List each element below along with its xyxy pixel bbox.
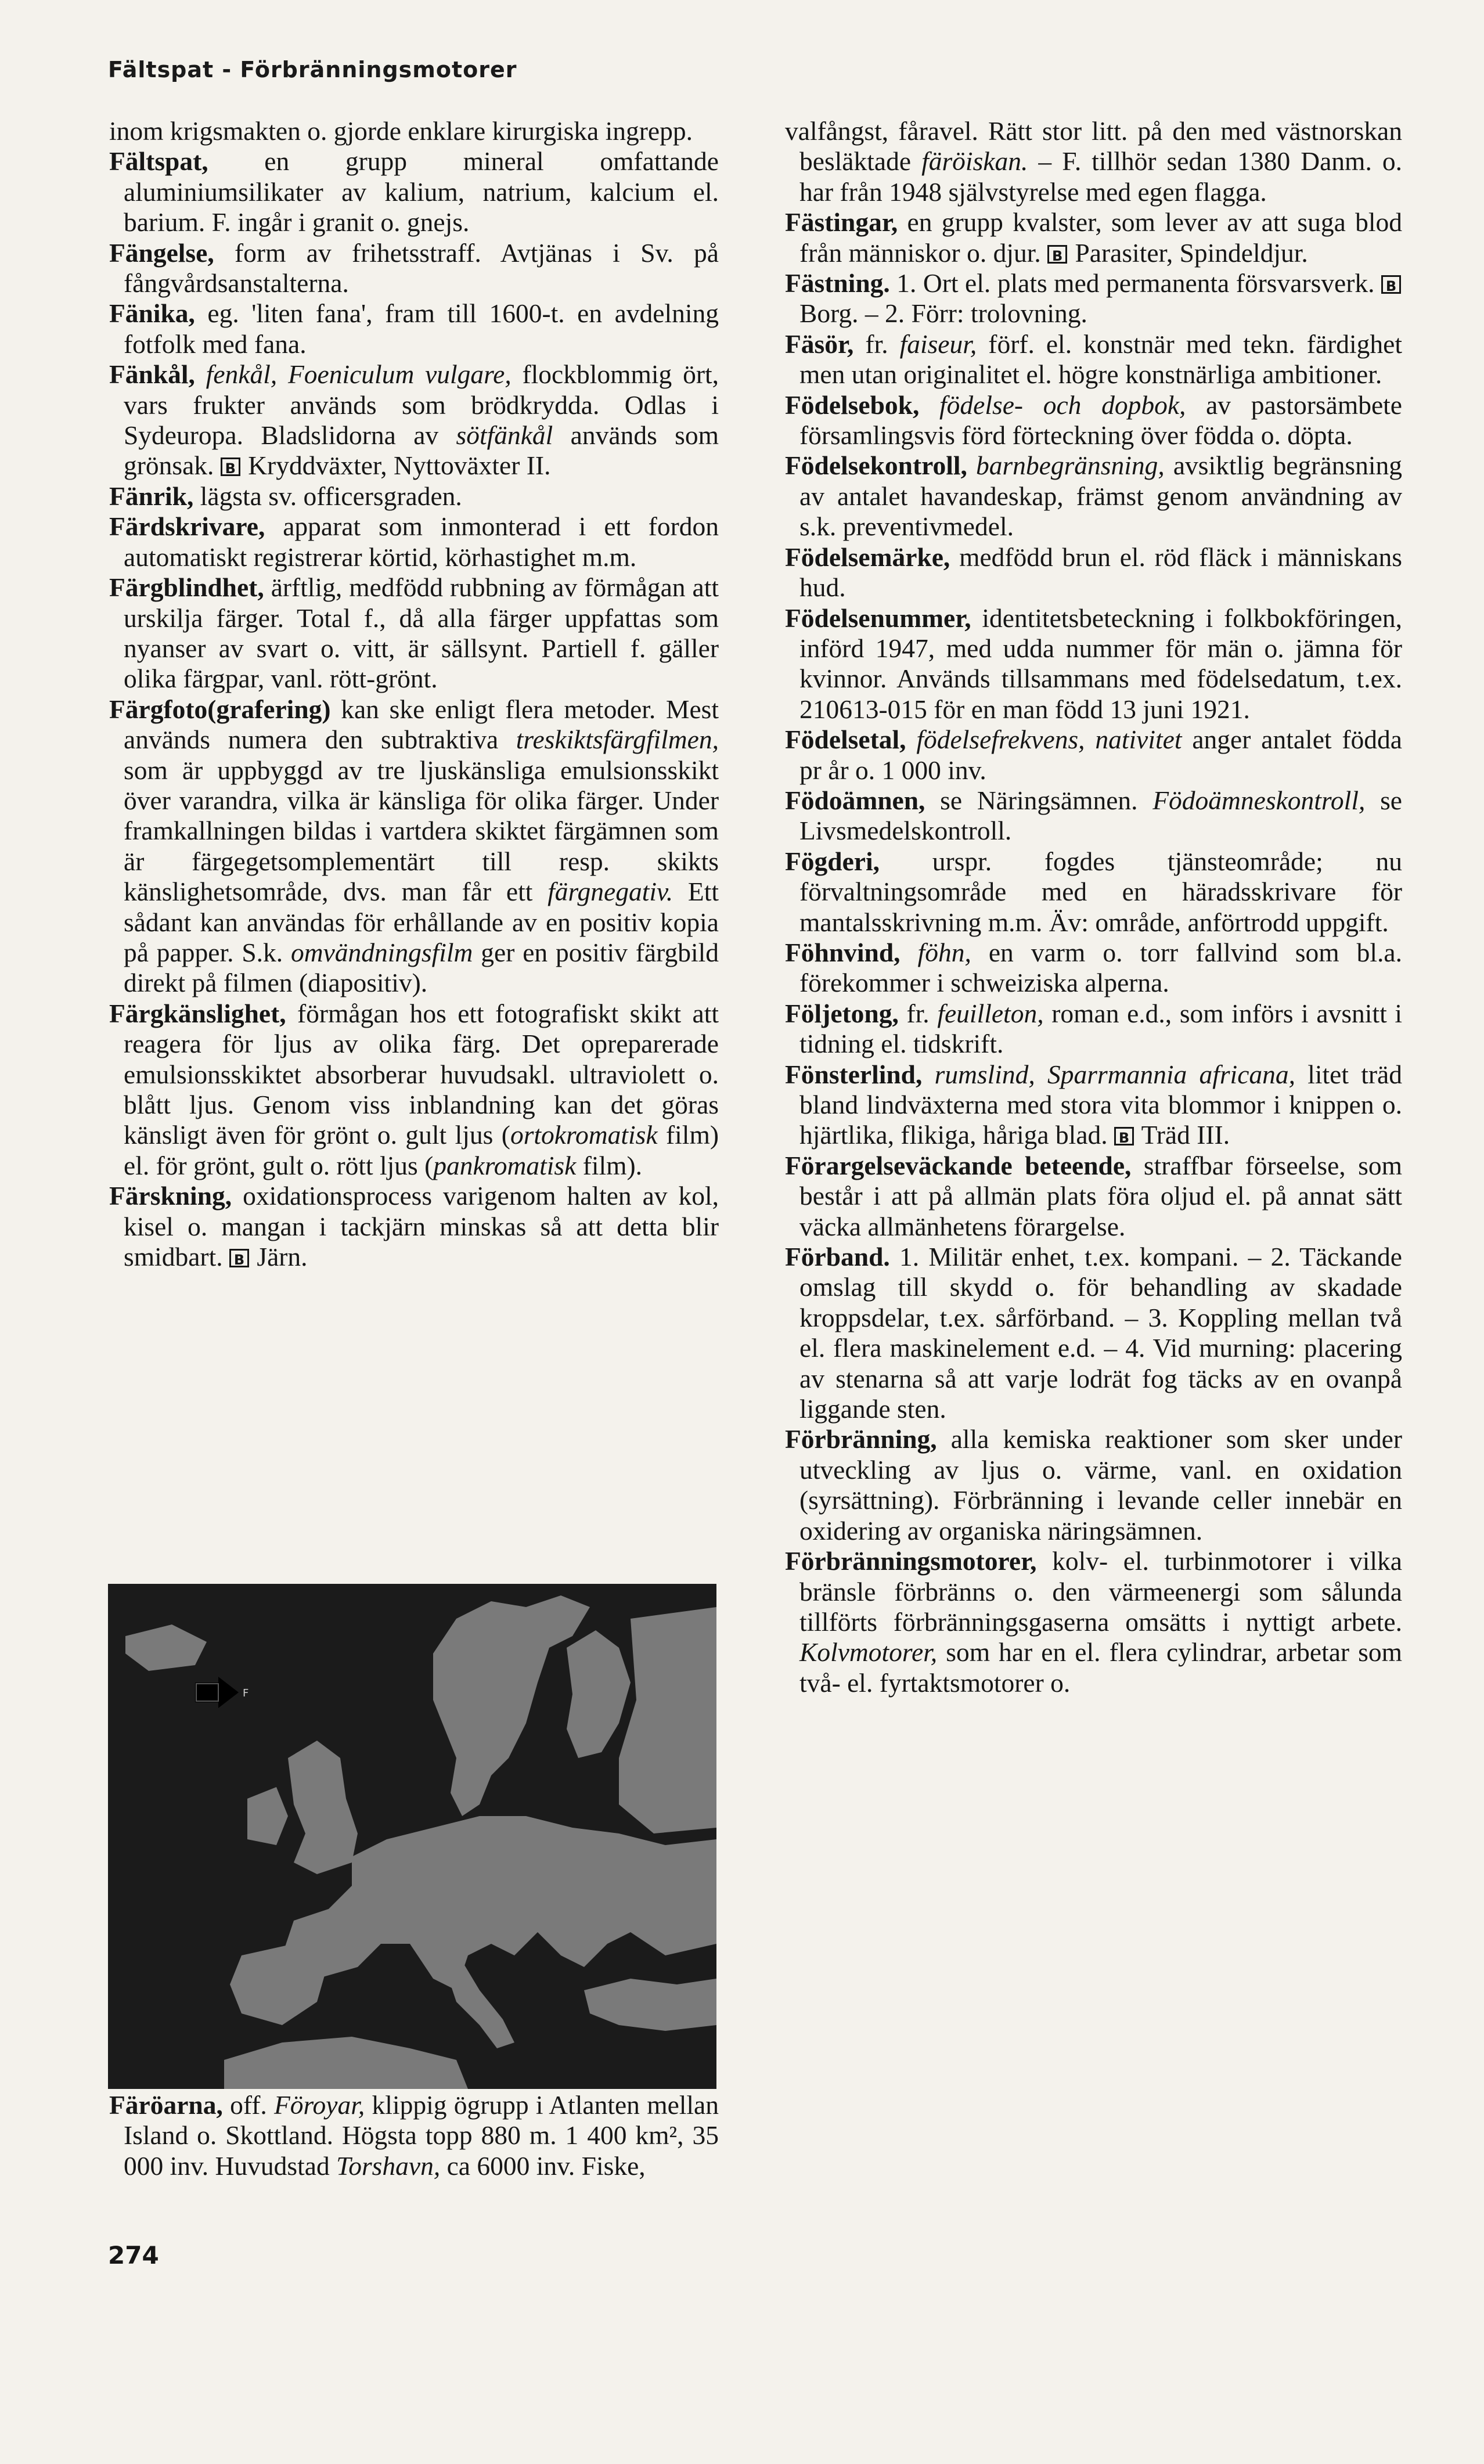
entry-text: en grupp kvalster, som lever av att suga blod från människor o. djur. bbox=[799, 207, 1402, 268]
entry-text: valfångst, fåravel. Rätt stor litt. på den med västnorskan besläktade bbox=[785, 116, 1402, 176]
right-entry bbox=[785, 542, 1402, 603]
right-column bbox=[785, 116, 1402, 1698]
page-number: 274 bbox=[108, 2241, 159, 2270]
left-entry bbox=[109, 298, 719, 359]
entry-headword: Färgkänslighet, bbox=[109, 998, 286, 1028]
entry-headword: Fänika, bbox=[109, 298, 195, 329]
entry-text: 1. Ort el. plats med permanenta försvarsverk. bbox=[889, 268, 1381, 298]
entry-italic-term: Föroyar, bbox=[274, 2090, 365, 2120]
entry-text: film). bbox=[576, 1150, 643, 1180]
entry-headword: Förband. bbox=[785, 1242, 890, 1272]
entry-text: Järn. bbox=[250, 1242, 308, 1272]
entry-italic-term: fenkål, Foeniculum vulgare, bbox=[194, 359, 512, 390]
entry-text: oxidationsprocess varigenom halten av kol, kisel o. mangan i tackjärn minskas så att detta blir smidbart. bbox=[124, 1181, 719, 1272]
entry-headword: Förargelseväckande beteende, bbox=[785, 1150, 1132, 1180]
faroe-entry bbox=[109, 2090, 719, 2181]
entry-text: en grupp mineral omfattande aluminiumsilikater av kalium, natrium, kalcium el. barium. F. ingår i granit o. gnejs. bbox=[124, 146, 719, 237]
left-entry bbox=[109, 238, 719, 299]
entry-headword: Fänkål, bbox=[109, 359, 195, 390]
entry-headword: Färöarna, bbox=[109, 2090, 223, 2120]
entry-text: ca 6000 inv. Fiske, bbox=[440, 2150, 646, 2181]
right-entry bbox=[785, 207, 1402, 268]
entry-text: kolv- el. turbinmotorer i vilka bränsle förbränns o. den värmeenergi som sålunda tillförts förbränningsgaserna omsätts i nyttigt arbete. bbox=[799, 1546, 1402, 1637]
right-entry bbox=[785, 116, 1402, 207]
entry-headword: Födelsenummer, bbox=[785, 603, 971, 633]
entry-headword: Färdskrivare, bbox=[109, 511, 265, 542]
left-entry bbox=[109, 999, 719, 1181]
entry-italic-term: Kolvmotorer, bbox=[799, 1637, 938, 1667]
right-entry bbox=[785, 1242, 1402, 1424]
entry-text: avsiktlig begränsning av antalet havandeskap, främst genom användning av s.k. preventivmedel. bbox=[799, 451, 1402, 542]
right-entry bbox=[785, 725, 1402, 786]
left-column bbox=[109, 116, 719, 1272]
entry-text: av pastorsämbete församlingsvis förd förteckning över födda o. döpta. bbox=[799, 390, 1402, 451]
entry-text: off. bbox=[222, 2090, 274, 2120]
entry-text: klippig ögrupp i Atlanten mellan Island o. Skottland. Högsta topp 880 m. 1 400 km², 35 000 inv. Huvudstad bbox=[124, 2090, 719, 2181]
see-also-box-icon: B bbox=[1381, 275, 1401, 294]
entry-text: som har en el. flera cylindrar, arbetar som två- el. fyrtaktsmotorer o. bbox=[799, 1637, 1402, 1698]
entry-headword: Fängelse, bbox=[109, 237, 214, 268]
entry-text: förf. el. konstnär med tekn. färdighet men utan originalitet el. högre konstnärliga ambitioner. bbox=[799, 329, 1402, 390]
entry-text: medfödd brun el. röd fläck i människans hud. bbox=[799, 542, 1402, 603]
entry-italic-term: födelsefrekvens, nativitet bbox=[906, 725, 1182, 755]
entry-text: identitetsbeteckning i folkbokföringen, införd 1947, med udda nummer för män o. jämna för kvinnor. Används tillsammans med födelsedatum, t.ex. 210613-015 för en man född 13 juni 1921. bbox=[799, 603, 1402, 724]
entry-text: form av frihetsstraff. Avtjänas i Sv. på fångvårdsanstalterna. bbox=[124, 237, 719, 298]
entry-headword: Fönsterlind, bbox=[785, 1059, 923, 1089]
entry-italic-term: treskiktsfärgfilmen, bbox=[516, 725, 719, 755]
entry-headword: Färgblindhet, bbox=[109, 572, 264, 603]
right-entry bbox=[785, 451, 1402, 542]
entry-text: används som grönsak. bbox=[124, 420, 719, 481]
right-entry bbox=[785, 1060, 1402, 1151]
map-land-russia bbox=[619, 1607, 716, 1833]
entry-text: kan ske enligt flera metoder. Mest används numera den subtraktiva bbox=[124, 694, 719, 755]
entry-italic-term: faiseur, bbox=[899, 329, 977, 359]
entry-text: fr. bbox=[898, 998, 938, 1028]
entry-headword: Födelsetal, bbox=[785, 725, 906, 755]
left-entry bbox=[109, 572, 719, 694]
entry-text: fr. bbox=[853, 329, 900, 359]
right-entry bbox=[785, 268, 1402, 329]
see-also-box-icon: B bbox=[1114, 1127, 1134, 1145]
entry-text: se Livsmedelskontroll. bbox=[799, 785, 1402, 846]
entry-headword: Föhnvind, bbox=[785, 937, 901, 967]
entry-headword: Färskning, bbox=[109, 1181, 232, 1211]
entry-text: – F. tillhör sedan 1380 Danm. o. har från 1948 självstyrelse med egen flagga. bbox=[799, 146, 1402, 207]
entry-text: 1. Militär enhet, t.ex. kompani. – 2. Täckande omslag till skydd o. för behandling av skadade kroppsdelar, t.ex. sårförband. – 3. Koppling mellan två el. flera maskinelement e.d. – 4. Vid murning: placering av stenarna så att varje lodrät fog täcks av en ovanpå liggande sten. bbox=[799, 1242, 1402, 1424]
entry-italic-term: färöiskan. bbox=[921, 146, 1028, 176]
entry-text: Borg. – 2. Förr: trolovning. bbox=[799, 298, 1087, 329]
entry-headword: Födoämnen, bbox=[785, 785, 925, 815]
running-head: Fältspat - Förbränningsmotorer bbox=[108, 57, 517, 82]
entry-text: Parasiter, Spindeldjur. bbox=[1068, 237, 1308, 268]
entry-headword: Färgfoto(grafering) bbox=[109, 694, 331, 724]
entry-text: urspr. fogdes tjänsteområde; nu förvaltningsområde med en häradsskrivare för mantalsskrivning m.m. Äv: område, anförtrodd uppgift. bbox=[799, 846, 1402, 937]
entry-text: flockblommig ört, vars frukter används som brödkrydda. Odlas i Sydeuropa. Bladslidorna av bbox=[124, 359, 719, 451]
left-entry bbox=[109, 116, 719, 146]
entry-text: apparat som inmonterad i ett fordon automatiskt registrerar körtid, körhastighet m.m. bbox=[124, 511, 719, 572]
entry-italic-term: feuilleton, bbox=[937, 998, 1044, 1028]
entry-text: Träd III. bbox=[1135, 1120, 1230, 1150]
right-entry bbox=[785, 786, 1402, 846]
right-entry bbox=[785, 938, 1402, 999]
entry-italic-term: sötfänkål bbox=[456, 420, 553, 451]
see-also-box-icon: B bbox=[221, 458, 240, 476]
entry-text: anger antalet födda pr år o. 1 000 inv. bbox=[799, 725, 1402, 785]
entry-italic-term: rumslind, Sparrmannia africana, bbox=[922, 1059, 1296, 1089]
entry-italic-term: Födoämneskontroll, bbox=[1152, 785, 1366, 815]
entry-italic-term: ortokromatisk bbox=[510, 1120, 658, 1150]
right-entry bbox=[785, 390, 1402, 451]
entry-text: alla kemiska reaktioner som sker under utveckling av ljus o. värme, vanl. en oxidation (syrsättning). Förbränning i levande celler innebär en oxidering av organiska näringsämnen. bbox=[799, 1424, 1402, 1546]
left-entry bbox=[109, 694, 719, 999]
entry-text: lägsta sv. officersgraden. bbox=[193, 481, 462, 511]
faroe-map-label: F bbox=[243, 1687, 249, 1699]
right-entry bbox=[785, 846, 1402, 938]
right-entry bbox=[785, 1546, 1402, 1698]
entry-italic-term: Torshavn, bbox=[336, 2150, 441, 2181]
europe-map bbox=[108, 1584, 716, 2089]
entry-italic-term: föhn, bbox=[900, 937, 971, 967]
right-entry bbox=[785, 329, 1402, 390]
entry-text: Ett sådant kan användas för erhållande av en positiv kopia på papper. S.k. bbox=[124, 877, 719, 967]
faroe-entry bbox=[109, 2090, 719, 2181]
left-entry bbox=[109, 481, 719, 511]
entry-text: ärftlig, medfödd rubbning av förmågan att urskilja färger. Total f., då alla färger uppfattas som nyanser av svart o. vitt, är sällsynt. Partiell f. gäller olika färgpar, vanl. rött-grönt. bbox=[124, 572, 719, 694]
entry-headword: Följetong, bbox=[785, 998, 899, 1028]
left-entry bbox=[109, 511, 719, 572]
left-entry bbox=[109, 1181, 719, 1272]
entry-headword: Fästingar, bbox=[785, 207, 898, 237]
entry-italic-term: omvändningsfilm bbox=[290, 937, 473, 967]
right-entry bbox=[785, 1151, 1402, 1242]
right-entry bbox=[785, 603, 1402, 725]
entry-text: ger en positiv färgbild direkt på filmen (diapositiv). bbox=[124, 937, 719, 998]
right-entry bbox=[785, 999, 1402, 1060]
entry-headword: Förbränning, bbox=[785, 1424, 937, 1454]
europe-map-figure bbox=[108, 1584, 716, 2089]
entry-text: en varm o. torr fallvind som bl.a. förekommer i schweiziska alperna. bbox=[799, 937, 1402, 998]
entry-text: eg. 'liten fana', fram till 1600-t. en avdelning fotfolk med fana. bbox=[124, 298, 719, 359]
entry-headword: Fältspat, bbox=[109, 146, 208, 176]
entry-text: straffbar förseelse, som består i att på allmän plats föra oljud el. på annat sätt väcka allmänhetens förargelse. bbox=[799, 1150, 1402, 1241]
entry-headword: Fästning. bbox=[785, 268, 890, 298]
entry-headword: Födelsemärke, bbox=[785, 542, 950, 572]
see-also-box-icon: B bbox=[1047, 245, 1067, 264]
entry-italic-term: barnbegränsning, bbox=[967, 451, 1165, 481]
entry-headword: Fäsör, bbox=[785, 329, 854, 359]
entry-headword: Fänrik, bbox=[109, 481, 194, 511]
entry-headword: Födelsekontroll, bbox=[785, 451, 967, 481]
entry-text: som är uppbyggd av tre ljuskänsliga emulsionsskikt över varandra, vilka är känsliga för olika färger. Under framkallningen bildas i vartdera skiktet färgämnen som är färgegetsomplementärt till resp. skikts känslighetsområde, dvs. man får ett bbox=[124, 755, 719, 907]
entry-text: Kryddväxter, Nyttoväxter II. bbox=[241, 451, 551, 481]
entry-text: litet träd bland lindväxterna med stora vita blommor i knippen o. hjärtlika, flikiga, håriga blad. bbox=[799, 1059, 1403, 1150]
entry-italic-term: färgnegativ. bbox=[548, 877, 673, 907]
entry-headword: Födelsebok, bbox=[785, 390, 920, 420]
right-entry bbox=[785, 1424, 1402, 1546]
left-entry bbox=[109, 146, 719, 237]
entry-text: inom krigsmakten o. gjorde enklare kirurgiska ingrepp. bbox=[109, 116, 693, 146]
entry-text: film) el. för grönt, gult o. rött ljus ( bbox=[124, 1120, 719, 1180]
entry-text: se Näringsämnen. bbox=[925, 785, 1153, 815]
entry-headword: Förbränningsmotorer, bbox=[785, 1546, 1037, 1576]
entry-italic-term: pankromatisk bbox=[433, 1150, 577, 1180]
left-entry bbox=[109, 359, 719, 481]
entry-headword: Fögderi, bbox=[785, 846, 880, 876]
see-also-box-icon: B bbox=[229, 1249, 249, 1267]
entry-italic-term: födelse- och dopbok, bbox=[919, 390, 1186, 420]
entry-text: förmågan hos ett fotografiskt skikt att reagera för ljus av olika färg. Det opreparerade emulsionsskiktet absorberar huvudsakl. ultraviolett o. blått ljus. Genom viss inblandning kan det göras känsligt även för grönt o. gult ljus ( bbox=[124, 998, 719, 1150]
entry-text: roman e.d., som införs i avsnitt i tidning el. tidskrift. bbox=[799, 998, 1403, 1059]
